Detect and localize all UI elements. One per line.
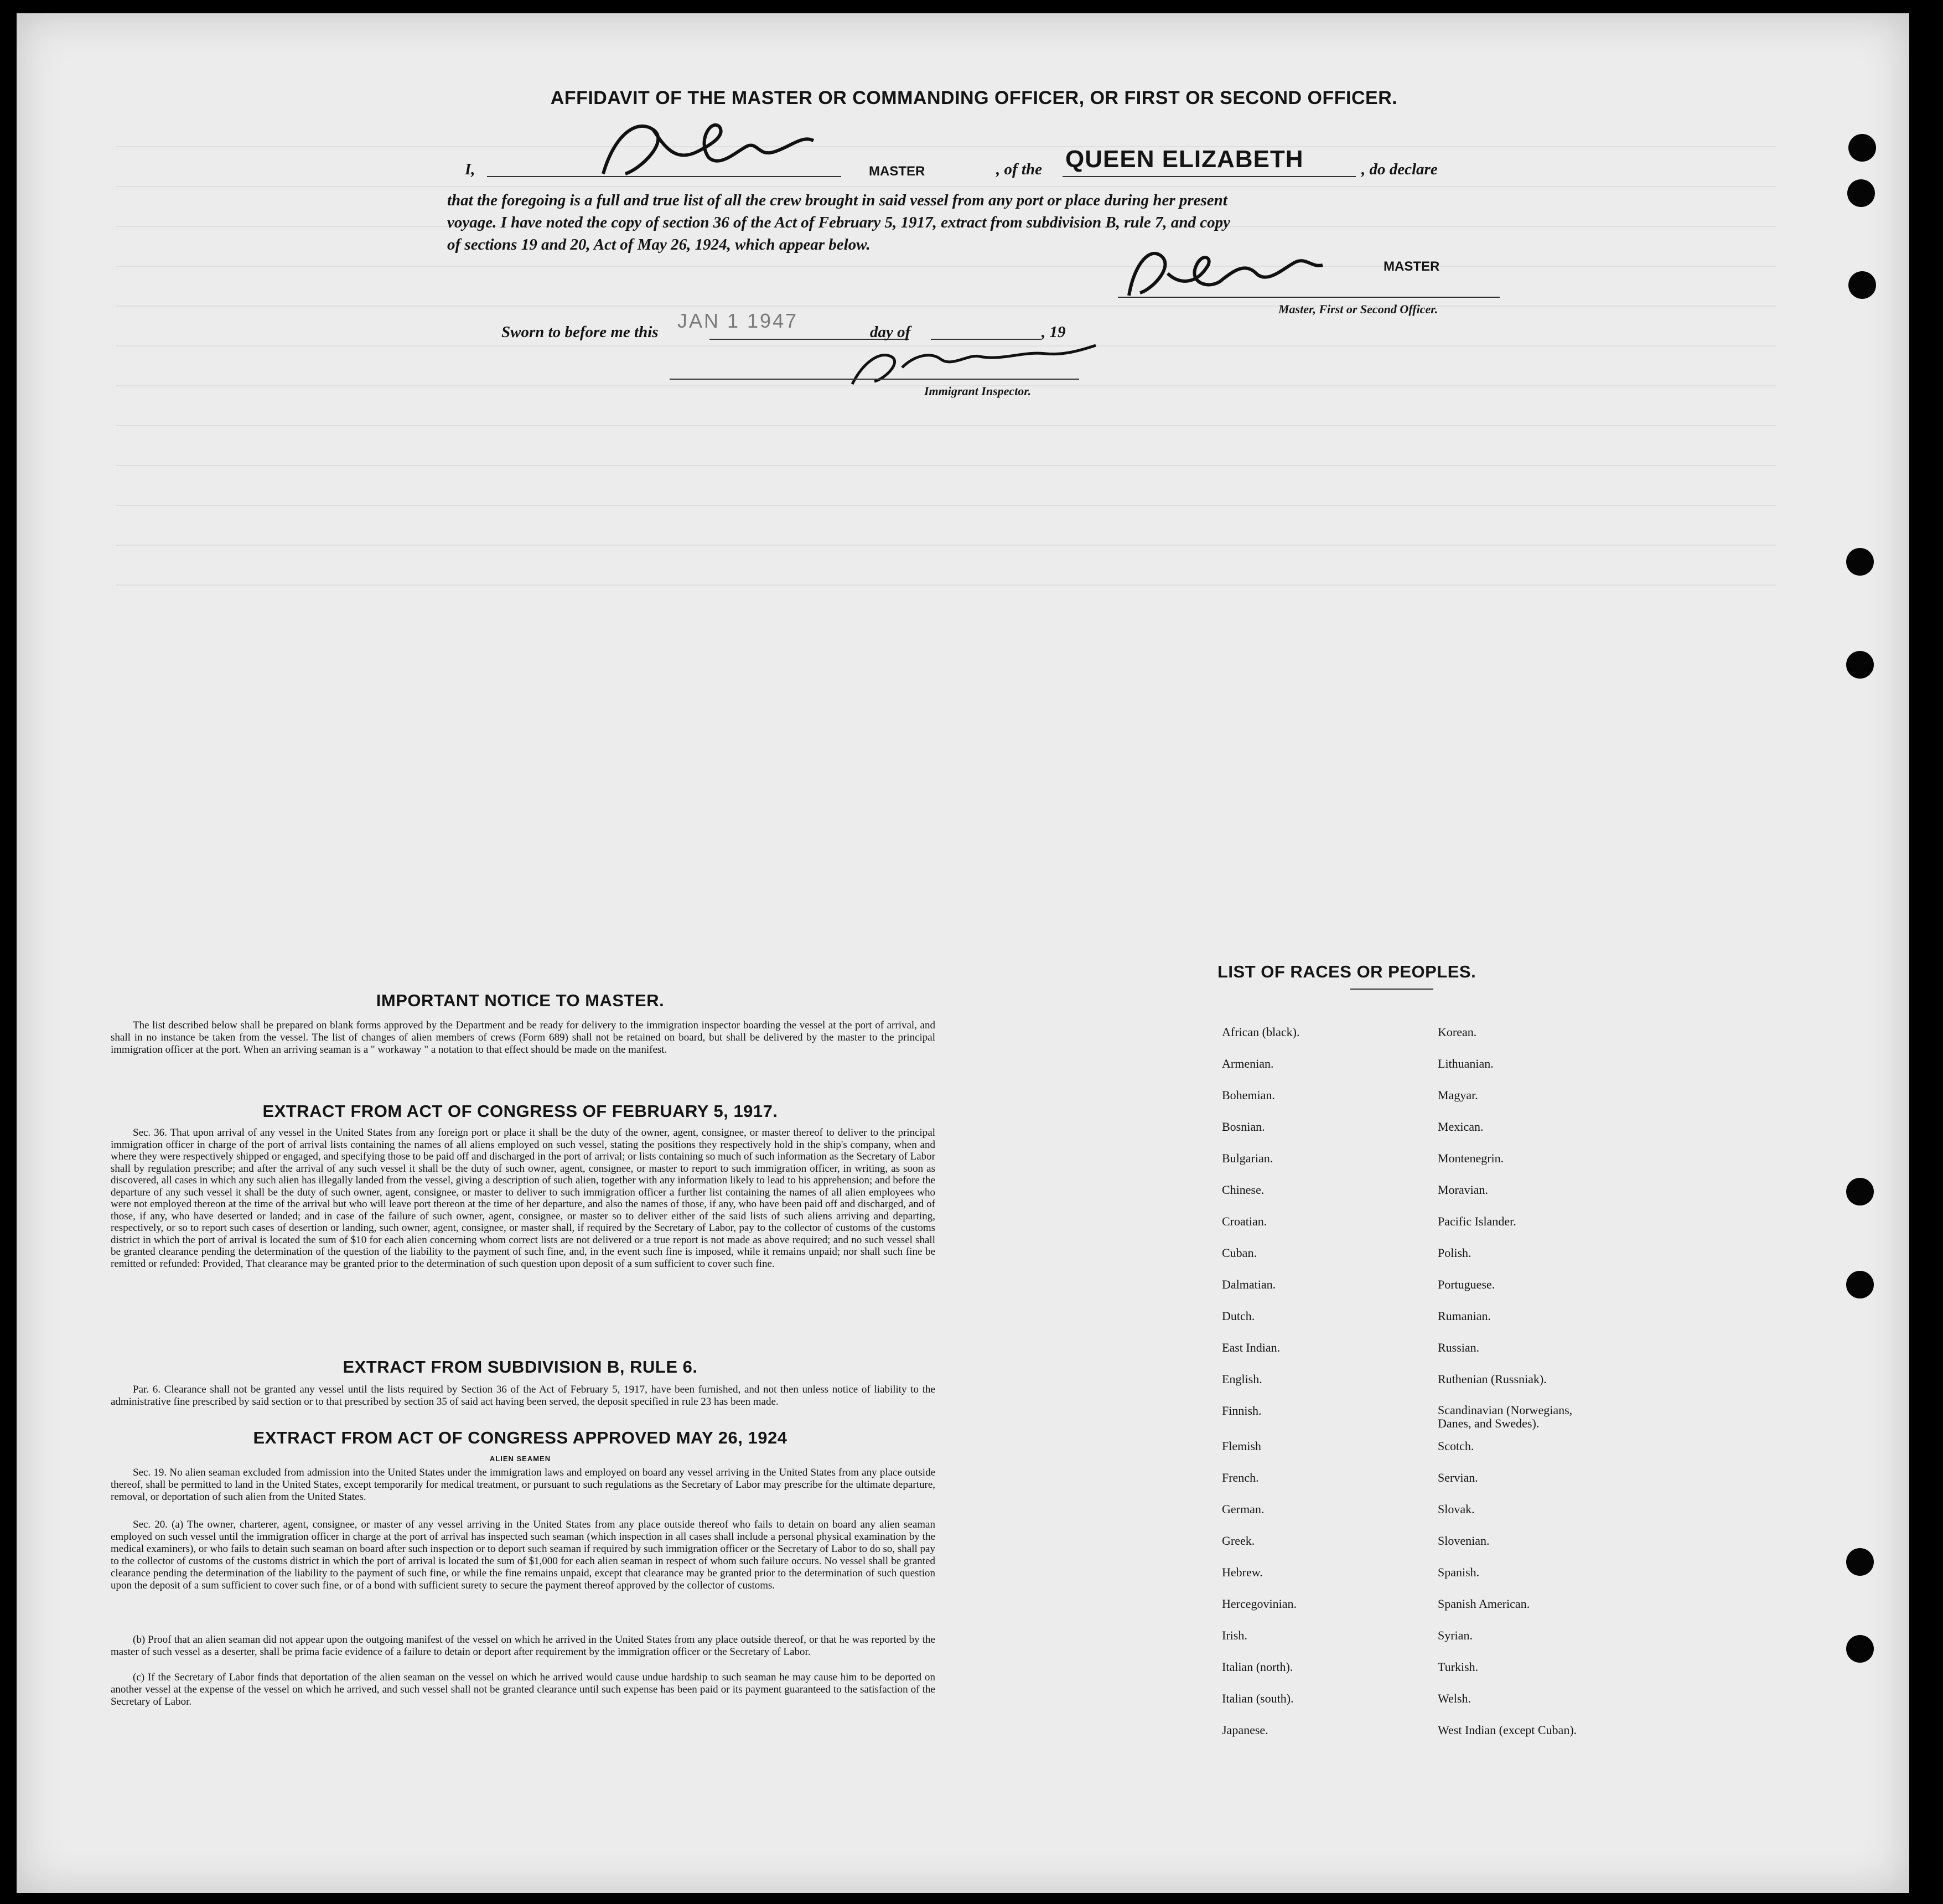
race-item: Hebrew.: [1222, 1565, 1263, 1579]
race-item: Lithuanian.: [1438, 1057, 1494, 1070]
extract-1924-sec20a: Sec. 20. (a) The owner, charterer, agent, consignee, or master of any vessel arriving in the United States from any place outside thereof who fails to detain on board any alien seaman employed on such vessel until the immigration officer in charge at the port of arrival has inspected such seaman (which inspection in all cases shall include a personal physical examination by the medical examiners), or who fails to detain such seaman on board after such inspection or to deport such seaman if required by such immigration officer or the Secretary of Labor to do so, shall pay to the collector of customs of the customs district in which the port of arrival is located the sum of $1,000 for each alien seaman in respect of whom such failure occurs. No vessel shall be granted clearance pending the determination of the liability to the payment of such fine, or while the fine remains unpaid, except that clearance may be granted prior to the determination of such question upon the deposit of a sum sufficient to cover such fine, or of a bond with sufficient surety to secure the payment thereof approved by the collector of customs.: [111, 1519, 935, 1591]
signer-field-line: [1118, 297, 1500, 298]
extract-1924-title: EXTRACT FROM ACT OF CONGRESS APPROVED MAY 26, 1924: [253, 1428, 787, 1447]
race-item: German.: [1222, 1502, 1265, 1516]
race-item: Dalmatian.: [1222, 1277, 1276, 1291]
race-item: Hercegovinian.: [1222, 1597, 1297, 1611]
race-item: Greek.: [1222, 1534, 1255, 1548]
binder-hole: [1846, 1178, 1874, 1205]
race-item: Spanish American.: [1438, 1597, 1530, 1611]
binder-hole: [1846, 1548, 1874, 1576]
race-item: Spanish.: [1438, 1565, 1480, 1579]
date-stamp: JAN 1 1947: [677, 309, 799, 332]
race-item: Pacific Islander.: [1438, 1214, 1516, 1228]
affidavit-line-4: of sections 19 and 20, Act of May 26, 1924, which appear below.: [447, 236, 871, 253]
race-item: Turkish.: [1438, 1660, 1479, 1674]
race-item: Bohemian.: [1222, 1088, 1275, 1102]
vessel-name-stamp: QUEEN ELIZABETH: [1065, 146, 1304, 173]
officer-signature-block: [1118, 240, 1505, 318]
race-item: Finnish.: [1222, 1404, 1262, 1417]
race-item: Dutch.: [1222, 1309, 1255, 1323]
race-item: Japanese.: [1222, 1723, 1268, 1737]
do-declare-label: , do declare: [1361, 161, 1438, 178]
race-item: Bosnian.: [1222, 1120, 1265, 1134]
race-item: West Indian (except Cuban).: [1438, 1723, 1577, 1737]
binder-hole: [1848, 134, 1876, 162]
race-item: English.: [1222, 1372, 1262, 1386]
sworn-label: Sworn to before me this: [501, 323, 659, 341]
notice-body: The list described below shall be prepared on blank forms approved by the Department and be ready for delivery to the immigration inspector boarding the vessel at the port of arrival, and shall in no instance be taken from the vessel. The list of changes of alien members of crews (Form 689) shall not be retained on board, but shall be delivered by the master to the principal immigration officer at the port. When an arriving seaman is a " workaway " a notation to that effect should be made on the manifest.: [111, 1020, 935, 1056]
affidavit-line-2: that the foregoing is a full and true list of all the crew brought in said vessel from any port or place during her present: [447, 192, 1227, 209]
race-item: Armenian.: [1222, 1057, 1274, 1070]
races-title-rule: [1350, 989, 1433, 990]
race-item: Bulgarian.: [1222, 1151, 1273, 1165]
document-page: [17, 13, 1909, 1893]
extract-1924-subtitle: ALIEN SEAMEN: [489, 1455, 551, 1463]
race-item: Russian.: [1438, 1341, 1480, 1354]
race-item: Flemish: [1222, 1439, 1261, 1453]
race-item: Croatian.: [1222, 1214, 1267, 1228]
binder-hole: [1846, 1271, 1874, 1298]
race-item: Mexican.: [1438, 1120, 1484, 1134]
vessel-field-line: [1063, 176, 1356, 177]
extract-1924-sec19: Sec. 19. No alien seaman excluded from admission into the United States under the immigration laws and employed on board any vessel arriving in the United States from any place outside thereof, shall be permitted to land in the United States, except temporarily for medical treatment, or pursuant to such regulations as the Secretary of Labor may prescribe for the ultimate departure, removal, or deportation of such alien from the United States.: [111, 1467, 935, 1503]
signer-rank-stamp: MASTER: [1384, 259, 1440, 274]
race-item: Cuban.: [1222, 1246, 1257, 1260]
affidavit-title: AFFIDAVIT OF THE MASTER OR COMMANDING OFFICER, OR FIRST OR SECOND OFFICER.: [550, 87, 1398, 108]
race-item: Syrian.: [1438, 1628, 1473, 1642]
race-item: East Indian.: [1222, 1341, 1281, 1354]
race-item: African (black).: [1222, 1025, 1300, 1039]
binder-hole: [1848, 271, 1876, 299]
race-item: Welsh.: [1438, 1691, 1471, 1705]
race-item: Scandinavian (Norwegians, Danes, and Swedes).: [1438, 1403, 1573, 1430]
inspector-caption: Immigrant Inspector.: [924, 384, 1032, 398]
race-item: Scotch.: [1438, 1439, 1474, 1453]
day-of-label: day of: [870, 323, 911, 341]
inspector-field-line: [670, 379, 1079, 380]
extract-1924-sec20c: (c) If the Secretary of Labor finds that deportation of the alien seaman on the vessel on which he arrived would cause undue hardship to such seaman he may cause him to be deported on another vessel at the expense of the vessel on which he arrived, and such vessel shall not be granted clearance until such expense has been paid or its payment guaranteed to the satisfaction of the Secretary of Labor.: [111, 1672, 935, 1708]
binder-hole: [1847, 179, 1875, 207]
i-label: I,: [465, 161, 475, 178]
rank-stamp: MASTER: [869, 164, 925, 179]
subdivision-title: EXTRACT FROM SUBDIVISION B, RULE 6.: [343, 1357, 698, 1377]
extract-1924-sec20b: (b) Proof that an alien seaman did not appear upon the outgoing manifest of the vessel on which he arrived in the United States from any place outside thereof, or that he was reported by the master of such vessel as a deserter, shall be prima facie evidence of a failure to detain or deport after requirement by the immigration officer or the Secretary of Labor.: [111, 1634, 935, 1658]
binder-hole: [1846, 548, 1874, 576]
subdivision-body: Par. 6. Clearance shall not be granted any vessel until the lists required by Section 36 of the Act of February 5, 1917, have been furnished, and not then unless notice of liability to the administrative fine prescribed by said section or to that prescribed by section 35 of said act having been served, the deposit specified in rule 23 has been made.: [111, 1384, 935, 1408]
year-label: , 19: [1042, 323, 1066, 341]
binder-hole: [1846, 651, 1874, 679]
race-item: Italian (south).: [1222, 1691, 1294, 1705]
extract-1917-title: EXTRACT FROM ACT OF CONGRESS OF FEBRUARY 5, 1917.: [262, 1101, 778, 1121]
race-item: Moravian.: [1438, 1183, 1489, 1197]
race-item: Irish.: [1222, 1628, 1247, 1642]
binder-hole: [1846, 1635, 1874, 1663]
extract-1917-body: Sec. 36. That upon arrival of any vessel in the United States from any foreign port or place it shall be the duty of the owner, agent, consignee, or master thereof to deliver to the principal immigration officer in charge of the port of arrival lists containing the names of all aliens employed on such vessel, stating the positions they respectively hold in the ship's company, when and where they were respectively shipped or engaged, and specifying those to be paid off and discharged in the port of arrival; or lists containing so much of such information as the Secretary of Labor shall by regulation prescribe; and after the arrival of any such vessel it shall be the duty of such owner, agent, consignee, or master to report to such immigration officer, in writing, as soon as discovered, all cases in which any such alien has illegally landed from the vessel, giving a description of such alien, together with any information likely to lead to his apprehension; and before the departure of any such vessel it shall be the duty of such owner, agent, consignee, or master to deliver to such immigration officer a further list containing the names of all alien employees who were not employed thereon at the time of the arrival but who will leave port thereon at the time of her departure, and also the names of those, if any, who have been paid off and discharged, and of those, if any, who have deserted or landed; and in case of the failure of such owner, agent, consignee, or master so to deliver either of the said lists of such aliens arriving and departing, respectively, or so to report such cases of desertion or landing, such owner, agent, consignee, or master shall, if required by the Secretary of Labor, pay to the collector of customs of the customs district in which the port of arrival is located the sum of $10 for each alien concerning whom correct lists are not delivered or a true report is not made as above required; and no such vessel shall be granted clearance pending the determination of the question of the liability to the payment of such fine, and, in the event such fine is imposed, while it remains unpaid; nor shall such fine be remitted or refunded: Provided, That clearance may be granted prior to the determination of such question upon deposit of a sum sufficient to cover such fine.: [111, 1127, 935, 1270]
signer-caption: Master, First or Second Officer.: [1278, 302, 1438, 316]
race-item: Slovak.: [1438, 1502, 1475, 1516]
race-item: French.: [1222, 1471, 1259, 1484]
master-signature: [592, 113, 825, 190]
race-item: Rumanian.: [1438, 1309, 1491, 1323]
race-item: Slovenian.: [1438, 1534, 1490, 1548]
notice-title: IMPORTANT NOTICE TO MASTER.: [376, 991, 665, 1010]
race-item: Servian.: [1438, 1471, 1478, 1484]
race-item: Italian (north).: [1222, 1660, 1293, 1674]
race-item: Ruthenian (Russniak).: [1438, 1372, 1547, 1386]
race-item: Magyar.: [1438, 1088, 1478, 1102]
race-item: Montenegrin.: [1438, 1151, 1504, 1165]
race-item: Korean.: [1438, 1025, 1477, 1039]
race-item: Portuguese.: [1438, 1277, 1495, 1291]
race-item: Polish.: [1438, 1246, 1472, 1260]
race-item: Chinese.: [1222, 1183, 1265, 1197]
of-the-label: , of the: [996, 161, 1042, 178]
affidavit-line-3: voyage. I have noted the copy of section 36 of the Act of February 5, 1917, extract from subdivision B, rule 7, and copy: [447, 214, 1230, 231]
races-title: LIST OF RACES OR PEOPLES.: [1217, 962, 1476, 981]
